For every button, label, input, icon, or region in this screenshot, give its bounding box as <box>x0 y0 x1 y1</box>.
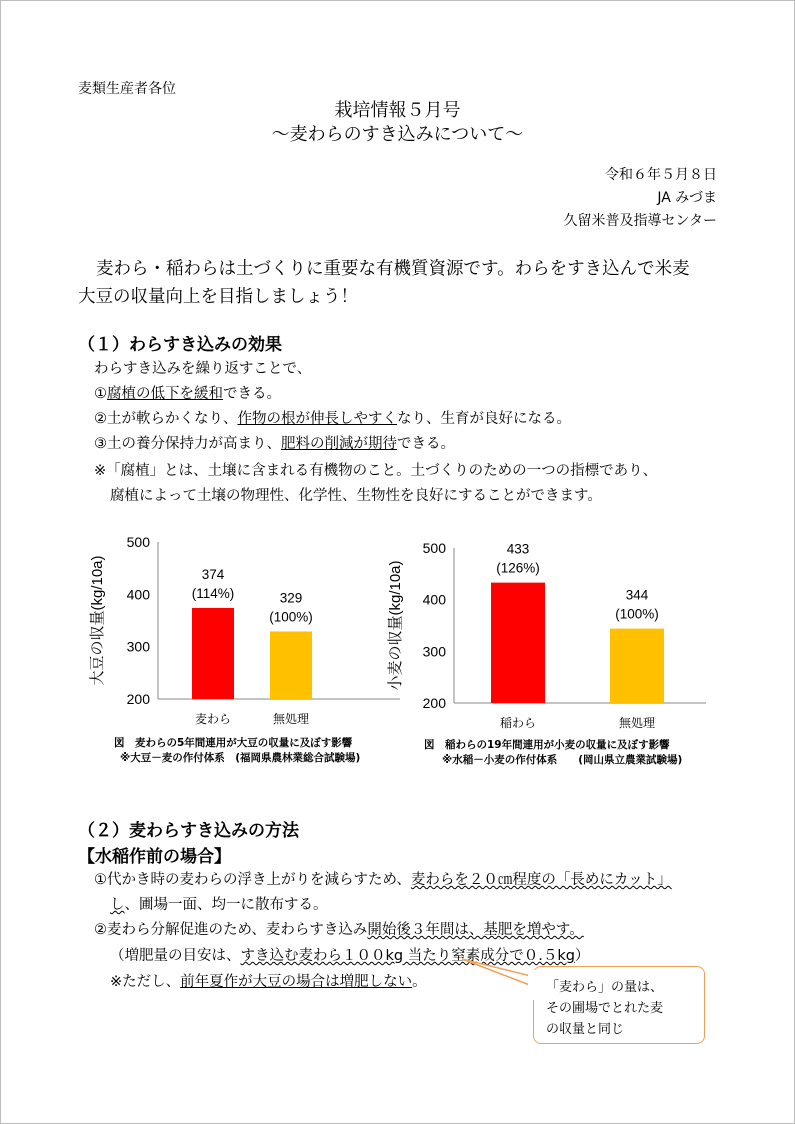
humus-note-2: 腐植によって土壌の物理性、化学性、生物性を良好にすることができます。 <box>110 488 602 504</box>
method-item-4: ※ただし、前年夏作が大豆の場合は増肥しない。 <box>110 974 427 990</box>
callout-line-2: その圃場でとれた麦 <box>546 1001 664 1016</box>
addressee: 麦類生産者各位 <box>78 81 176 97</box>
y-axis-label: 小麦の収量(kg/10a) <box>387 560 404 691</box>
effect-item-1: ①腐植の低下を緩和できる。 <box>94 386 281 402</box>
x-category-label: 無処理 <box>272 712 310 726</box>
bar-2 <box>610 629 664 703</box>
y-tick-label: 300 <box>422 643 446 660</box>
bar-2 <box>270 631 312 699</box>
section2-heading: （２）麦わらすき込みの方法 <box>78 821 299 841</box>
document-title: 栽培情報５月号 <box>334 100 461 121</box>
effect-item-3: ③土の養分保持力が高まり、肥料の削減が期待できる。 <box>94 436 455 452</box>
chart1-caption-note: ※大豆－麦の作付体系 (福岡県農林業総合試験場) <box>120 752 361 764</box>
callout-line-3: の収量と同じ <box>546 1022 625 1037</box>
bar-percent-label: (126%) <box>496 560 540 576</box>
y-tick-label: 200 <box>126 691 150 707</box>
intro-line-2: 大豆の収量向上を目指しましょう！ <box>78 287 358 307</box>
y-tick-label: 400 <box>126 586 150 603</box>
method-item-2: ②麦わら分解促進のため、麦わらすき込み開始後３年間は、基肥を増やす。 <box>94 922 584 938</box>
callout-pointer <box>440 955 540 995</box>
x-category-label: 麦わら <box>194 712 232 726</box>
document-subtitle: ～麦わらのすき込みについて～ <box>271 124 524 145</box>
bar-percent-label: (100%) <box>269 609 313 625</box>
wheat-yield-chart <box>387 528 708 730</box>
section1-heading: （１）わらすき込みの効果 <box>78 335 282 355</box>
y-tick-label: 300 <box>126 638 150 655</box>
guidance-center: 久留米普及指導センター <box>563 213 717 229</box>
bar-1 <box>491 583 545 703</box>
chart2-caption: 図 稲わらの19年間連用が小麦の収量に及ぼす影響 <box>424 739 670 751</box>
method-item-3: （増肥量の目安は、すき込む麦わら１００kg 当たり窒素成分で０.５kg） <box>110 948 590 964</box>
organization: JA みづま <box>657 190 717 206</box>
x-category-label: 稲わら <box>499 716 537 730</box>
callout-pointer-cover <box>528 970 538 1000</box>
x-category-label: 無処理 <box>618 716 656 730</box>
effect-item-2: ②土が軟らかくなり、作物の根が伸長しやすくなり、生育が良好になる。 <box>94 411 571 427</box>
bar-value-label: 344 <box>625 587 649 603</box>
chart2-caption-note: ※水稲－小麦の作付体系 (岡山県立農業試験場) <box>442 754 683 766</box>
method-item-1-cont: し、圃場一面、均一に散布する。 <box>110 897 328 913</box>
y-tick-label: 500 <box>422 540 446 556</box>
y-axis-label: 大豆の収量(kg/10a) <box>89 555 106 686</box>
bar-percent-label: (114%) <box>191 585 235 601</box>
bar-value-label: 433 <box>506 541 530 557</box>
callout-line-1: 「麦わら」の量は、 <box>546 980 664 995</box>
bar-percent-label: (100%) <box>615 606 659 622</box>
date: 令和６年５月８日 <box>605 167 717 183</box>
humus-note-1: ※「腐植」とは、土壌に含まれる有機物のこと。土づくりのための一つの指標であり、 <box>94 463 658 479</box>
method-item-1: ①代かき時の麦わらの浮き上がりを減らすため、麦わらを２０㎝程度の「長めにカット」 <box>94 872 672 888</box>
section2-subheading: 【水稲作前の場合】 <box>78 847 231 867</box>
soybean-yield-chart <box>80 528 405 726</box>
chart1-caption: 図 麦わらの5年間連用が大豆の収量に及ぼす影響 <box>114 737 353 749</box>
section1-lead: わらすき込みを繰り返すことで、 <box>94 361 312 377</box>
bar-1 <box>192 608 234 699</box>
y-tick-label: 400 <box>422 591 446 608</box>
bar-value-label: 374 <box>201 566 225 582</box>
y-tick-label: 500 <box>126 534 150 550</box>
bar-value-label: 329 <box>279 590 303 606</box>
y-tick-label: 200 <box>422 695 446 711</box>
intro-line-1: 麦わら・稲わらは土づくりに重要な有機質資源です。わらをすき込んで米麦 <box>96 259 690 279</box>
